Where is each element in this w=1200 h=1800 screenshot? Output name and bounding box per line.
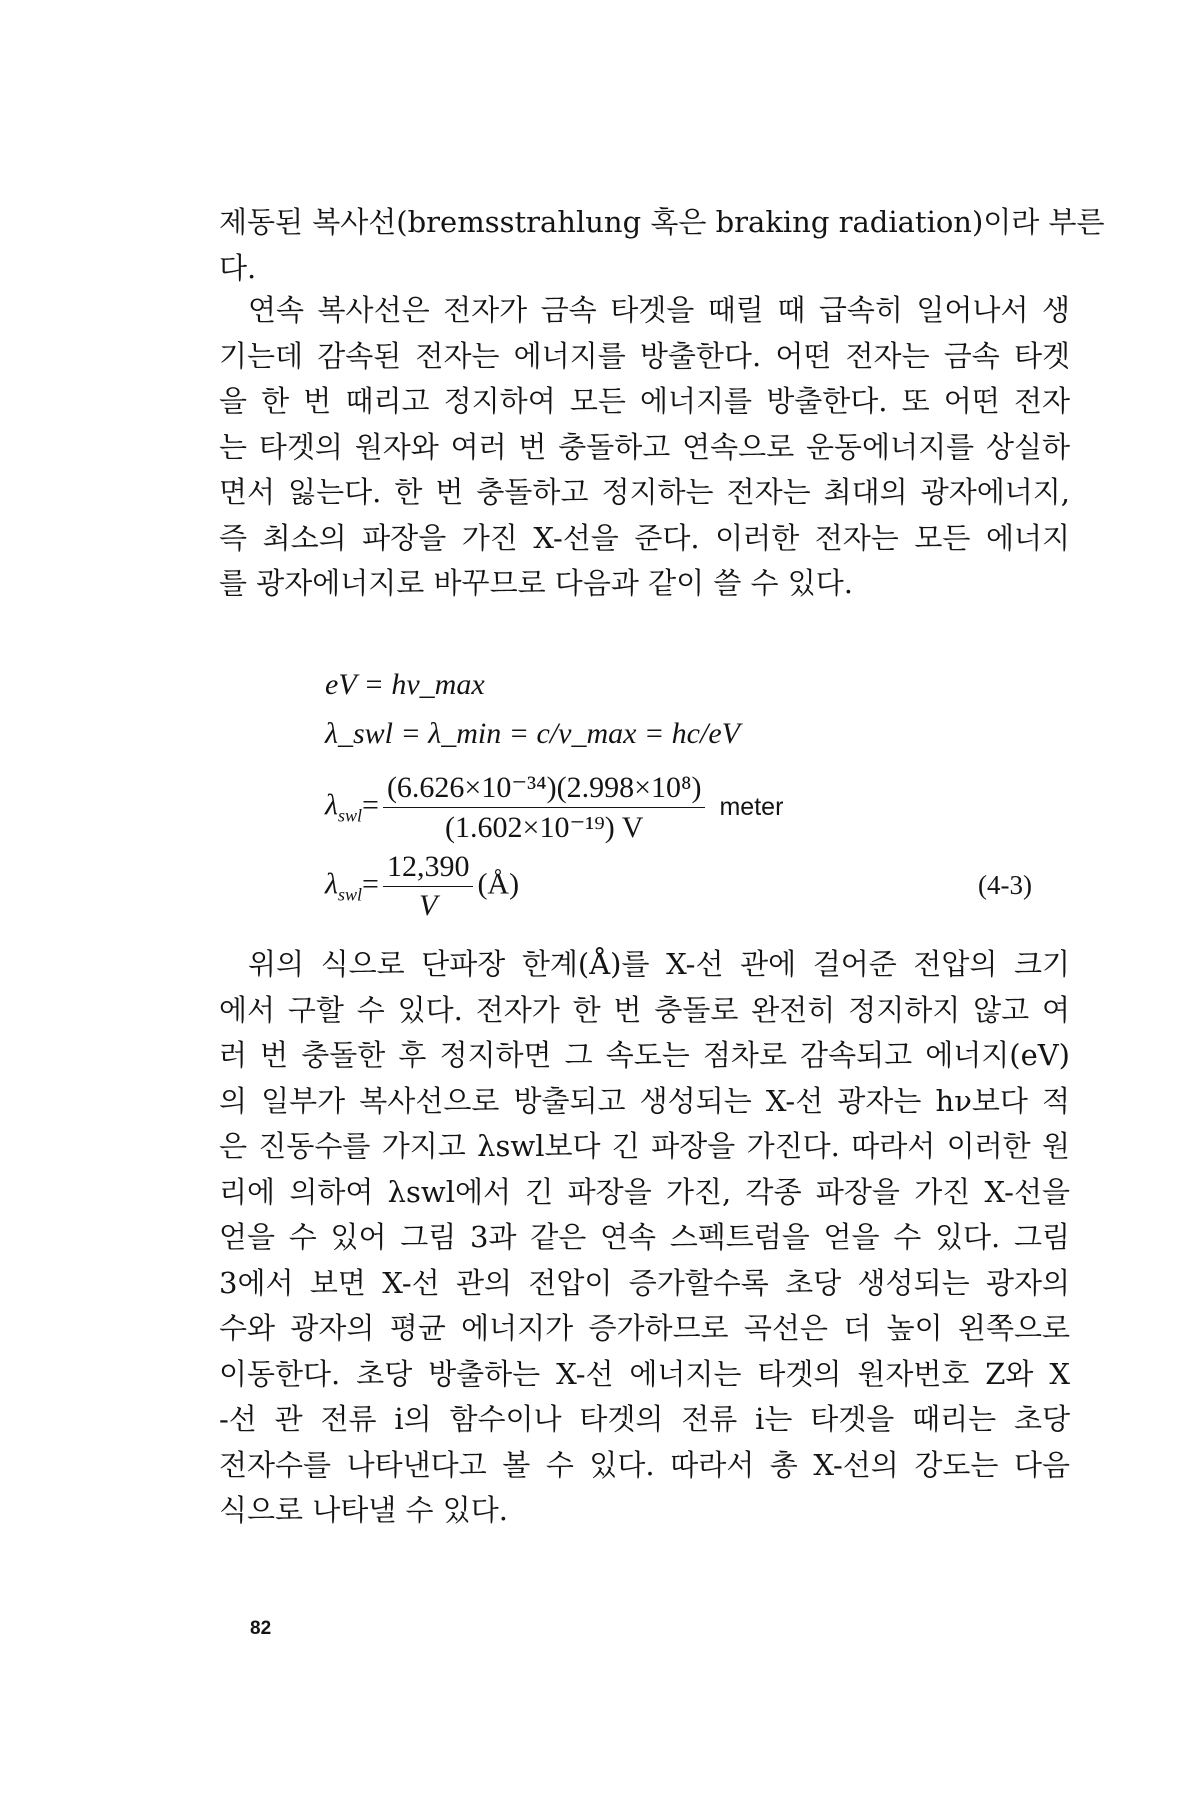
text-line: 러 번 충돌한 후 정지하면 그 속도는 점차로 감속되고 에너지(eV) — [219, 1038, 1070, 1072]
paragraph-continuous-radiation — [219, 288, 1070, 607]
text-line: 에서 구할 수 있다. 전자가 한 번 충돌로 완전히 정지하지 않고 여 — [219, 992, 1070, 1027]
equation-wavelength-definition: λ_swl = λ_min = c/ν_max = hc/eV — [325, 717, 740, 750]
text-line: 다. — [219, 250, 257, 285]
eq4-numerator: 12,390 — [383, 850, 474, 887]
text-line: 이동한다. 초당 방출하는 X-선 에너지는 타겟의 원자번호 Z와 X — [219, 1356, 1070, 1391]
text-line: 식으로 나타낼 수 있다. — [219, 1493, 508, 1527]
equation-number: (4-3) — [978, 870, 1032, 900]
text-line: 전자수를 나타낸다고 볼 수 있다. 따라서 총 X-선의 강도는 다음 — [219, 1447, 1070, 1482]
eq3-denominator: (1.602×10⁻¹⁹) V — [445, 811, 644, 844]
eq4-lhs-symbol: λ — [325, 867, 338, 901]
paragraph-bremsstrahlung — [219, 200, 1105, 291]
text-line: 기는데 감속된 전자는 에너지를 방출한다. 어떤 전자는 금속 타겟 — [219, 338, 1070, 373]
text-line: 리에 의하여 λswl에서 긴 파장을 가진, 각종 파장을 가진 X-선을 — [219, 1174, 1070, 1209]
text-line: 은 진동수를 가지고 λswl보다 긴 파장을 가진다. 따라서 이러한 원 — [219, 1129, 1070, 1163]
text-line: 을 한 번 때리고 정지하여 모든 에너지를 방출한다. 또 어떤 전자 — [219, 384, 1070, 418]
text-line: 수와 광자의 평균 에너지가 증가하므로 곡선은 더 높이 왼쪽으로 — [219, 1311, 1070, 1345]
text-line: 즉 최소의 파장을 가진 X-선을 준다. 이러한 전자는 모든 에너지 — [219, 520, 1070, 555]
paragraph-short-wavelength-limit — [219, 942, 1070, 1534]
text-line: 는 타겟의 원자와 여러 번 충돌하고 연속으로 운동에너지를 상실하 — [219, 429, 1070, 464]
text-line: 를 광자에너지로 바꾸므로 다음과 같이 쓸 수 있다. — [219, 566, 854, 600]
eq4-lhs-subscript: swl — [338, 884, 363, 905]
text-line: 얻을 수 있어 그림 3과 같은 연속 스펙트럼을 얻을 수 있다. 그림 — [219, 1220, 1070, 1254]
text-line: -선 관 전류 i의 함수이나 타겟의 전류 i는 타겟을 때리는 초당 — [219, 1402, 1070, 1436]
page-number: 82 — [250, 1618, 272, 1639]
equation-wavelength-numeric: $\lambda_{swl}=$ $\frac{\text{(6.626×10⁻³⁴)(2.998×10⁸)}}{\text{(1.602×10⁻¹⁹) V}}$ meter — [325, 771, 784, 844]
equation-energy: eV = hν_max — [325, 668, 485, 701]
text-line: 면서 잃는다. 한 번 충돌하고 정지하는 전자는 최대의 광자에너지, — [219, 475, 1070, 509]
eq3-unit: meter — [719, 793, 784, 821]
eq3-fraction — [383, 770, 706, 845]
eq4-fraction — [383, 850, 474, 923]
eq3-lhs-subscript: swl — [338, 805, 363, 826]
eq4-unit: (Å) — [477, 867, 520, 901]
eq3-numerator: (6.626×10⁻³⁴)(2.998×10⁸) — [383, 770, 706, 808]
eq4-denominator: V — [419, 889, 438, 922]
text-line: 의 일부가 복사선으로 방출되고 생성되는 X-선 광자는 hν보다 적 — [219, 1083, 1070, 1118]
text-line: 제동된 복사선(bremsstrahlung 혹은 braking radiation)이라 부른 — [219, 205, 1105, 239]
text-line: 위의 식으로 단파장 한계(Å)를 X-선 관에 걸어준 전압의 크기 — [248, 947, 1070, 981]
eq3-lhs-symbol: λ — [325, 788, 338, 822]
text-line: 3에서 보면 X-선 관의 전압이 증가할수록 초당 생성되는 광자의 — [219, 1265, 1070, 1300]
text-line: 연속 복사선은 전자가 금속 타겟을 때릴 때 급속히 일어나서 생 — [248, 293, 1070, 327]
equation-4-3: $\lambda_{swl}=$ $\frac{12,390}{V}$ (Å) — [325, 850, 520, 922]
